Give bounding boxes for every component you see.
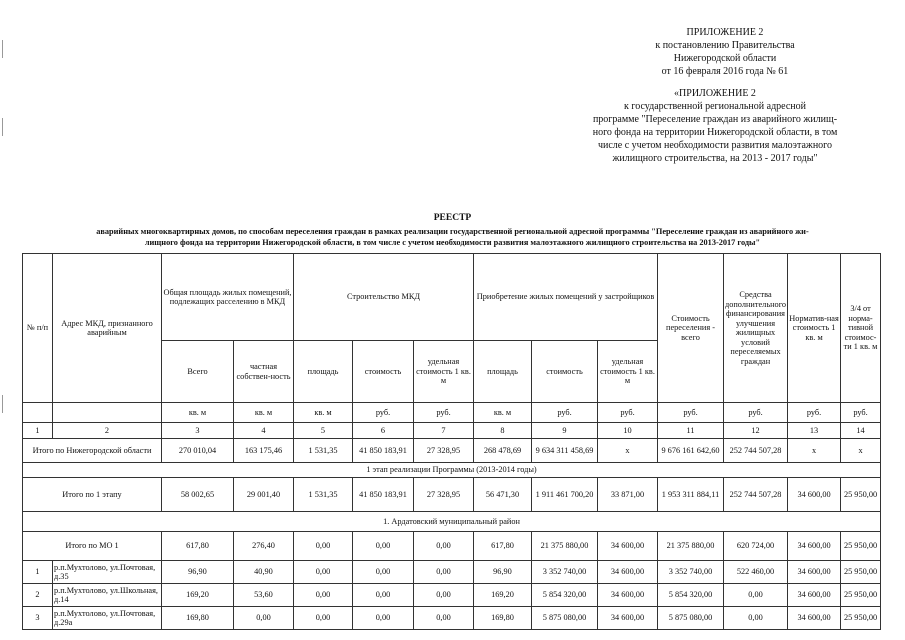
table-cell: 29 001,40: [234, 478, 294, 512]
table-cell: 1 953 311 884,11: [658, 478, 724, 512]
unit-cell: кв. м: [162, 403, 234, 423]
column-number-row: [23, 423, 881, 439]
header-address: Адрес МКД, признанного аварийным: [53, 254, 162, 403]
unit-cell: руб.: [658, 403, 724, 423]
table-cell: 9 676 161 642,60: [658, 439, 724, 463]
stage-row: [23, 463, 881, 478]
table-cell: 0,00: [724, 607, 788, 630]
table-cell: 34 600,00: [788, 532, 841, 561]
margin-mark: [2, 118, 3, 136]
table-cell: 25 950,00: [841, 561, 881, 584]
unit-cell: руб.: [724, 403, 788, 423]
total-label: Итого по 1 этапу: [23, 478, 162, 512]
appendix-line: к постановлению Правительства: [655, 40, 795, 51]
header-build-area: площадь: [294, 341, 353, 403]
stage-label: 1 этап реализации Программы (2013-2014 годы): [23, 463, 881, 478]
appendix-outer-header: [615, 26, 835, 78]
col-num: 4: [234, 423, 294, 439]
unit-cell: кв. м: [234, 403, 294, 423]
header-purchase-area: площадь: [474, 341, 532, 403]
table-cell: 252 744 507,28: [724, 478, 788, 512]
table-cell: 270 010,04: [162, 439, 234, 463]
header-area-group: Общая площадь жилых помещений, подлежащих расселению в МКД: [162, 254, 294, 341]
appendix-inner-header: [565, 87, 865, 165]
table-cell: 34 600,00: [788, 478, 841, 512]
registry-title: РЕЕСТР: [433, 213, 472, 223]
table-cell: 0,00: [353, 607, 414, 630]
col-num: 9: [532, 423, 598, 439]
table-cell: 169,80: [162, 607, 234, 630]
margin-mark: [2, 40, 3, 58]
col-num: 11: [658, 423, 724, 439]
table-cell: 25 950,00: [841, 478, 881, 512]
table-cell: 5 854 320,00: [658, 584, 724, 607]
col-num: 3: [162, 423, 234, 439]
table-cell: х: [841, 439, 881, 463]
header-norm-cost: Норматив-ная стоимость 1 кв. м: [788, 254, 841, 403]
col-num: 8: [474, 423, 532, 439]
registry-table: [22, 253, 881, 630]
table-cell: 268 478,69: [474, 439, 532, 463]
registry-subtitle: аварийных многоквартирных домов, по способам переселения граждан в рамках реализации государственной региональной адресной программы "Переселение граждан из аварийного жи-: [96, 227, 809, 236]
unit-empty: [53, 403, 162, 423]
col-num: 13: [788, 423, 841, 439]
table-cell: 0,00: [294, 607, 353, 630]
table-cell: 25 950,00: [841, 607, 881, 630]
appendix-line: числе с учетом необходимости развития малоэтажного: [597, 140, 833, 151]
table-cell: 0,00: [414, 532, 474, 561]
district-row: [23, 512, 881, 532]
table-cell: 1 531,35: [294, 478, 353, 512]
table-cell: 40,90: [234, 561, 294, 584]
col-num: 14: [841, 423, 881, 439]
unit-cell: руб.: [841, 403, 881, 423]
table-cell: 34 600,00: [598, 584, 658, 607]
table-cell: 0,00: [414, 584, 474, 607]
header-num: № п/п: [23, 254, 53, 403]
unit-cell: руб.: [788, 403, 841, 423]
header-purchase-cost: стоимость: [532, 341, 598, 403]
margin-mark: [2, 395, 3, 413]
unit-cell: руб.: [598, 403, 658, 423]
table-cell: 620 724,00: [724, 532, 788, 561]
row-address: р.п.Мухтолово, ул.Почтовая, д.35: [53, 561, 162, 584]
table-cell: 5 875 080,00: [658, 607, 724, 630]
row-number: 2: [23, 584, 53, 607]
table-cell: 33 871,00: [598, 478, 658, 512]
table-cell: 163 175,46: [234, 439, 294, 463]
table-row: [23, 584, 881, 607]
col-num: 1: [23, 423, 53, 439]
table-cell: 9 634 311 458,69: [532, 439, 598, 463]
table-row: [23, 561, 881, 584]
table-cell: 34 600,00: [788, 607, 841, 630]
table-cell: 252 744 507,28: [724, 439, 788, 463]
table-cell: 276,40: [234, 532, 294, 561]
table-cell: 58 002,65: [162, 478, 234, 512]
appendix-line: жилищного строительства, на 2013 - 2017 годы": [612, 153, 818, 164]
unit-cell: кв. м: [474, 403, 532, 423]
table-cell: 5 854 320,00: [532, 584, 598, 607]
unit-cell: руб.: [353, 403, 414, 423]
table-cell: 21 375 880,00: [658, 532, 724, 561]
col-num: 5: [294, 423, 353, 439]
table-cell: 3 352 740,00: [658, 561, 724, 584]
table-cell: 0,00: [294, 584, 353, 607]
table-cell: 522 460,00: [724, 561, 788, 584]
header-row: [23, 254, 881, 341]
table-cell: 27 328,95: [414, 439, 474, 463]
table-cell: х: [598, 439, 658, 463]
header-build-cost: стоимость: [353, 341, 414, 403]
table-cell: 0,00: [294, 532, 353, 561]
table-cell: 0,00: [724, 584, 788, 607]
row-address: р.п.Мухтолово, ул.Школьная, д.14: [53, 584, 162, 607]
table-cell: 617,80: [162, 532, 234, 561]
header-private: частная собствен-ность: [234, 341, 294, 403]
stage-total-row: [23, 478, 881, 512]
table-cell: 169,20: [474, 584, 532, 607]
region-total-row: [23, 439, 881, 463]
col-num: 2: [53, 423, 162, 439]
table-cell: 1 911 461 700,20: [532, 478, 598, 512]
table-cell: 0,00: [353, 584, 414, 607]
appendix-title: ПРИЛОЖЕНИЕ 2: [686, 27, 764, 38]
header-build-group: Строительство МКД: [294, 254, 474, 341]
total-label: Итого по МО 1: [23, 532, 162, 561]
table-cell: 34 600,00: [598, 607, 658, 630]
table-cell: 25 950,00: [841, 532, 881, 561]
table-cell: 53,60: [234, 584, 294, 607]
table-cell: 0,00: [234, 607, 294, 630]
unit-cell: руб.: [532, 403, 598, 423]
row-number: 3: [23, 607, 53, 630]
table-cell: х: [788, 439, 841, 463]
col-num: 12: [724, 423, 788, 439]
table-cell: 25 950,00: [841, 584, 881, 607]
table-cell: 21 375 880,00: [532, 532, 598, 561]
appendix-line: от 16 февраля 2016 года № 61: [661, 66, 789, 77]
table-cell: 0,00: [294, 561, 353, 584]
header-purchase-unit: удельная стоимость 1 кв. м: [598, 341, 658, 403]
header-purchase-group: Приобретение жилых помещений у застройщиков: [474, 254, 658, 341]
total-label: Итого по Нижегородской области: [23, 439, 162, 463]
header-cost-total: Стоимость переселения - всего: [658, 254, 724, 403]
table-cell: 169,20: [162, 584, 234, 607]
table-cell: 34 600,00: [788, 561, 841, 584]
col-num: 6: [353, 423, 414, 439]
header-extra-funds: Средства дополнительного финансирования улучшения жилищных условий переселяемых граждан: [724, 254, 788, 403]
table-cell: 169,80: [474, 607, 532, 630]
row-address: р.п.Мухтолово, ул.Почтовая, д.29а: [53, 607, 162, 630]
table-cell: 0,00: [353, 532, 414, 561]
col-num: 7: [414, 423, 474, 439]
row-number: 1: [23, 561, 53, 584]
appendix-line: к государственной региональной адресной: [623, 101, 806, 112]
unit-cell: руб.: [414, 403, 474, 423]
unit-empty: [23, 403, 53, 423]
table-cell: 617,80: [474, 532, 532, 561]
table-row: [23, 607, 881, 630]
table-cell: 0,00: [353, 561, 414, 584]
table-cell: 1 531,35: [294, 439, 353, 463]
table-cell: 96,90: [474, 561, 532, 584]
table-cell: 34 600,00: [598, 561, 658, 584]
header-three-quarter: 3/4 от норма-тивной стоимос-ти 1 кв. м: [841, 254, 881, 403]
table-cell: 41 850 183,91: [353, 478, 414, 512]
header-build-unit: удельная стоимость 1 кв. м: [414, 341, 474, 403]
appendix-line: Нижегородской области: [673, 53, 777, 64]
registry-subtitle: лищного фонда на территории Нижегородской области, в том числе с учетом необходимости развития малоэтажного жилищного строительства на 2013-2017 годы": [144, 238, 761, 247]
units-row: [23, 403, 881, 423]
table-cell: 56 471,30: [474, 478, 532, 512]
unit-cell: кв. м: [294, 403, 353, 423]
district-label: 1. Ардатовский муниципальный район: [23, 512, 881, 532]
table-cell: 96,90: [162, 561, 234, 584]
table-cell: 41 850 183,91: [353, 439, 414, 463]
table-cell: 3 352 740,00: [532, 561, 598, 584]
header-total: Всего: [162, 341, 234, 403]
appendix-title: «ПРИЛОЖЕНИЕ 2: [674, 88, 756, 99]
col-num: 10: [598, 423, 658, 439]
table-cell: 5 875 080,00: [532, 607, 598, 630]
table-cell: 34 600,00: [788, 584, 841, 607]
table-cell: 27 328,95: [414, 478, 474, 512]
table-cell: 0,00: [414, 607, 474, 630]
mo-total-row: [23, 532, 881, 561]
table-cell: 0,00: [414, 561, 474, 584]
table-cell: 34 600,00: [598, 532, 658, 561]
appendix-line: программе "Переселение граждан из аварийного жилищ-: [592, 114, 838, 125]
appendix-line: ного фонда на территории Нижегородской области, в том: [592, 127, 838, 138]
